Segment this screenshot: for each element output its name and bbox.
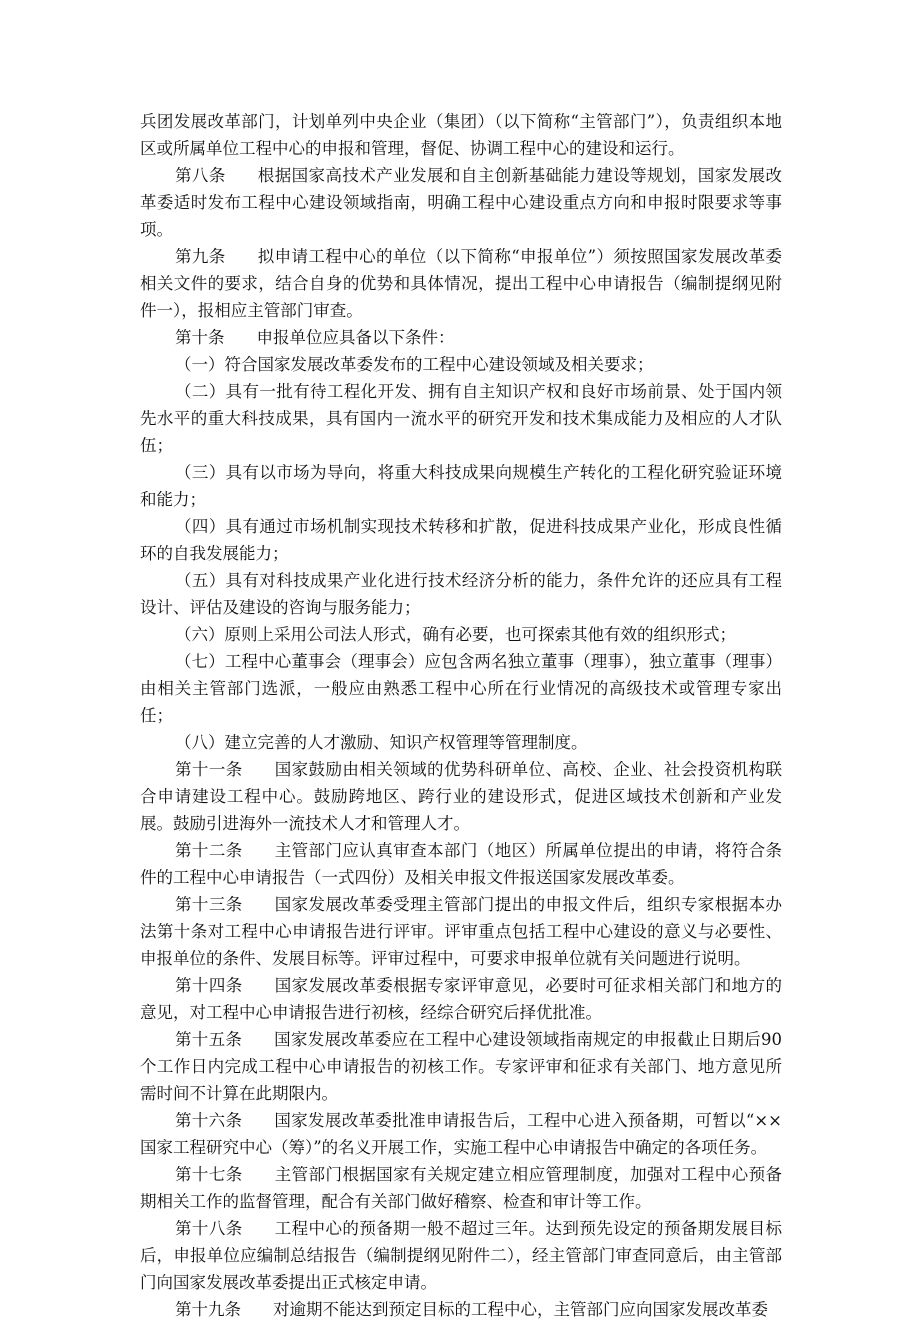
condition-text: （七）工程中心董事会（理事会）应包含两名独立董事（理事），独立董事（理事）由相关主管部门选派，一般应由熟悉工程中心所在行业情况的高级技术或管理专家出任； xyxy=(140,652,782,725)
article-text: 国家发展改革委应在工程中心建设领域指南规定的申报截止日期后90个工作日内完成工程中心申请报告的初核工作。专家评审和征求有关部门、地方意见所需时间不计算在此期限内。 xyxy=(140,1030,783,1103)
condition-text: （一）符合国家发展改革委发布的工程中心建设领域及相关要求； xyxy=(175,355,654,374)
article-15 xyxy=(140,1026,782,1107)
condition-text: （五）具有对科技成果产业化进行技术经济分析的能力，条件允许的还应具有工程设计、评估及建设的咨询与服务能力； xyxy=(140,571,782,617)
article-label: 第十七条 xyxy=(175,1165,243,1184)
article-text: 工程中心的预备期一般不超过三年。达到预先设定的预备期发展目标后，申报单位应编制总结报告（编制提纲见附件二），经主管部门审查同意后，由主管部门向国家发展改革委提出正式核定申请。 xyxy=(140,1219,783,1292)
condition-item xyxy=(140,351,782,378)
condition-text: （二）具有一批有待工程化开发、拥有自主知识产权和良好市场前景、处于国内领先水平的重大科技成果，具有国内一流水平的研究开发和技术集成能力及相应的人才队伍； xyxy=(140,382,782,455)
article-text: 拟申请工程中心的单位（以下简称“申报单位”）须按照国家发展改革委相关文件的要求，结合自身的优势和具体情况，提出工程中心申请报告（编制提纲见附件一），报相应主管部门审查。 xyxy=(140,247,782,320)
article-label: 第十条 xyxy=(175,328,225,347)
article-14 xyxy=(140,972,782,1026)
article-label: 第十四条 xyxy=(175,976,243,995)
article-8 xyxy=(140,162,782,243)
condition-text: （三）具有以市场为导向，将重大科技成果向规模生产转化的工程化研究验证环境和能力； xyxy=(140,463,782,509)
article-12 xyxy=(140,837,782,891)
article-text: 国家发展改革委根据专家评审意见，必要时可征求相关部门和地方的意见，对工程中心申请报告进行初核，经综合研究后择优批准。 xyxy=(140,976,783,1022)
article-17 xyxy=(140,1161,782,1215)
condition-item xyxy=(140,648,782,729)
article-text: 主管部门根据国家有关规定建立相应管理制度，加强对工程中心预备期相关工作的监督管理，配合有关部门做好稽察、检查和审计等工作。 xyxy=(140,1165,783,1211)
article-label: 第十八条 xyxy=(175,1219,243,1238)
condition-text: （八）建立完善的人才激励、知识产权管理等管理制度。 xyxy=(175,733,588,752)
condition-text: （四）具有通过市场机制实现技术转移和扩散，促进科技成果产业化，形成良性循环的自我发展能力； xyxy=(140,517,782,563)
article-label: 第九条 xyxy=(175,247,226,266)
condition-item xyxy=(140,513,782,567)
condition-item xyxy=(140,459,782,513)
article-text: 国家发展改革委批准申请报告后，工程中心进入预备期，可暂以“××国家工程研究中心（筹）”的名义开展工作，实施工程中心申请报告中确定的各项任务。 xyxy=(140,1111,783,1157)
article-label: 第十六条 xyxy=(175,1111,243,1130)
article-text: 申报单位应具备以下条件： xyxy=(256,328,455,347)
paragraph-text: 兵团发展改革部门，计划单列中央企业（集团）（以下简称“主管部门”），负责组织本地区或所属单位工程中心的申报和管理，督促、协调工程中心的建设和运行。 xyxy=(140,112,782,158)
paragraph xyxy=(140,108,782,162)
document-body xyxy=(140,108,782,1323)
article-18 xyxy=(140,1215,782,1296)
condition-item xyxy=(140,378,782,459)
condition-item xyxy=(140,567,782,621)
article-label: 第八条 xyxy=(175,166,226,185)
condition-item xyxy=(140,621,782,648)
article-16 xyxy=(140,1107,782,1161)
article-13 xyxy=(140,891,782,972)
article-text: 主管部门应认真审查本部门（地区）所属单位提出的申请，将符合条件的工程中心申请报告（一式四份）及相关申报文件报送国家发展改革委。 xyxy=(140,841,783,887)
article-9 xyxy=(140,243,782,324)
article-text: 国家发展改革委受理主管部门提出的申报文件后，组织专家根据本办法第十条对工程中心申请报告进行评审。评审重点包括工程中心建设的意义与必要性、申报单位的条件、发展目标等。评审过程中，可要求申报单位就有关问题进行说明。 xyxy=(140,895,783,968)
article-text: 国家鼓励由相关领域的优势科研单位、高校、企业、社会投资机构联合申请建设工程中心。鼓励跨地区、跨行业的建设形式，促进区域技术创新和产业发展。鼓励引进海外一流技术人才和管理人才。 xyxy=(140,760,783,833)
article-label: 第十九条 xyxy=(175,1300,241,1319)
article-11 xyxy=(140,756,782,837)
article-label: 第十五条 xyxy=(175,1030,243,1049)
article-label: 第十三条 xyxy=(175,895,243,914)
article-label: 第十二条 xyxy=(175,841,243,860)
article-19 xyxy=(140,1296,782,1323)
article-label: 第十一条 xyxy=(175,760,243,779)
article-text: 根据国家高技术产业发展和自主创新基础能力建设等规划，国家发展改革委适时发布工程中心建设领域指南，明确工程中心建设重点方向和申报时限要求等事项。 xyxy=(140,166,783,239)
article-text: 对逾期不能达到预定目标的工程中心，主管部门应向国家发展改革委 xyxy=(273,1300,768,1319)
condition-text: （六）原则上采用公司法人形式，确有必要，也可探索其他有效的组织形式； xyxy=(175,625,736,644)
article-10 xyxy=(140,324,782,351)
condition-item xyxy=(140,729,782,756)
